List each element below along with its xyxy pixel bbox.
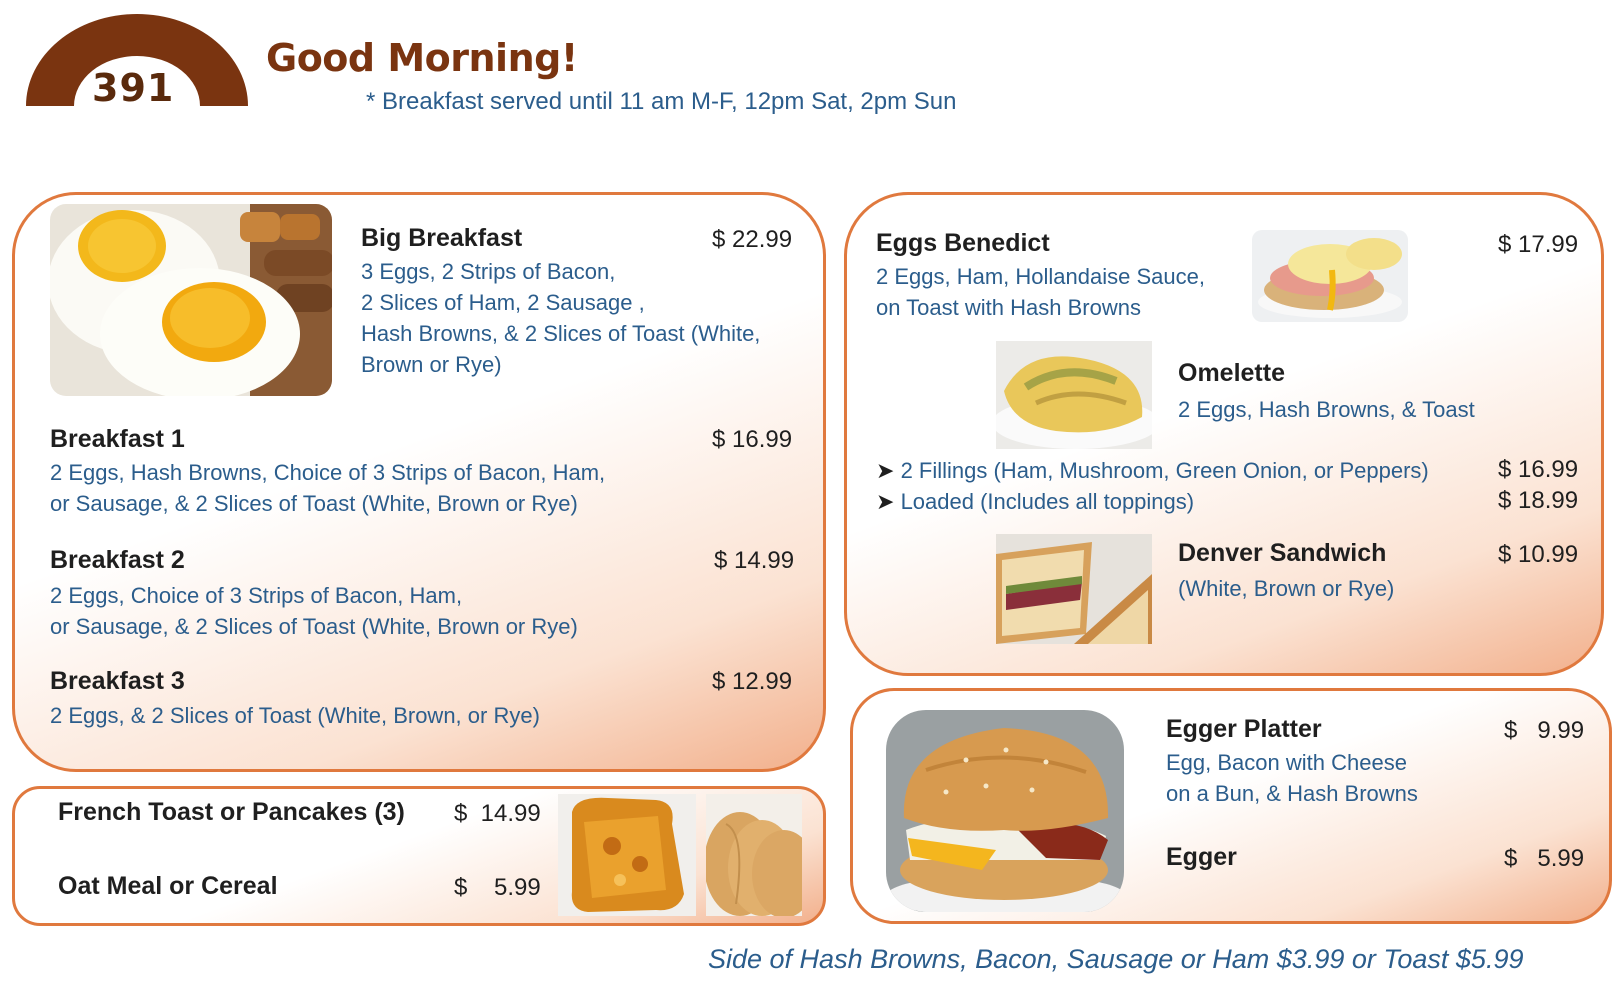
page-title: Good Morning! bbox=[266, 36, 578, 80]
description-line: 2 Eggs, Choice of 3 Strips of Bacon, Ham, bbox=[50, 583, 463, 608]
breakfast-1-description bbox=[50, 457, 605, 519]
logo-number: 391 bbox=[92, 66, 175, 110]
egger-name: Egger bbox=[1166, 843, 1237, 871]
pancakes-photo bbox=[706, 794, 802, 916]
omelette-option-row bbox=[876, 486, 1194, 517]
omelette-option-row bbox=[876, 455, 1429, 486]
oatmeal-cereal-name: Oat Meal or Cereal bbox=[58, 872, 278, 900]
denver-sandwich-name: Denver Sandwich bbox=[1178, 539, 1387, 567]
french-toast-pancakes-name: French Toast or Pancakes (3) bbox=[58, 798, 405, 826]
french-toast-pancakes-price: $ 14.99 bbox=[454, 800, 541, 827]
description-line: Hash Browns, & 2 Slices of Toast (White, bbox=[361, 321, 761, 346]
breakfast-2-description bbox=[50, 580, 578, 642]
eggs-benedict-price: $ 17.99 bbox=[1498, 231, 1579, 258]
egger-price: $ 5.99 bbox=[1504, 845, 1585, 872]
omelette-name: Omelette bbox=[1178, 359, 1285, 387]
description-line: 3 Eggs, 2 Strips of Bacon, bbox=[361, 259, 616, 284]
egger-platter-name: Egger Platter bbox=[1166, 715, 1322, 743]
omelette-option-label: Loaded (Includes all toppings) bbox=[900, 489, 1195, 514]
description-line: on Toast with Hash Browns bbox=[876, 295, 1141, 320]
egger-platter-description bbox=[1166, 747, 1418, 809]
omelette-description: 2 Eggs, Hash Browns, & Toast bbox=[1178, 397, 1475, 422]
eggs-benedict-photo bbox=[1252, 230, 1408, 322]
breakfast-3-name: Breakfast 3 bbox=[50, 667, 185, 695]
denver-sandwich-description: (White, Brown or Rye) bbox=[1178, 576, 1395, 601]
description-line: 2 Eggs, Ham, Hollandaise Sauce, bbox=[876, 264, 1205, 289]
description-line: on a Bun, & Hash Browns bbox=[1166, 781, 1418, 806]
egger-sandwich-photo bbox=[886, 710, 1124, 912]
description-line: Egg, Bacon with Cheese bbox=[1166, 750, 1407, 775]
description-line: or Sausage, & 2 Slices of Toast (White, Brown or Rye) bbox=[50, 614, 578, 639]
big-breakfast-price: $ 22.99 bbox=[712, 226, 793, 253]
breakfast-3-price: $ 12.99 bbox=[712, 668, 793, 695]
big-breakfast-name: Big Breakfast bbox=[361, 224, 523, 252]
description-line: 2 Eggs, Hash Browns, Choice of 3 Strips of Bacon, Ham, bbox=[50, 460, 606, 485]
arrow-bullet-icon: ➤ bbox=[876, 489, 895, 514]
breakfast-3-description bbox=[50, 700, 540, 731]
omelette-photo bbox=[996, 341, 1152, 449]
big-breakfast-photo bbox=[50, 204, 332, 396]
denver-sandwich-photo bbox=[996, 534, 1152, 644]
sides-note: Side of Hash Browns, Bacon, Sausage or Ham $3.99 or Toast $5.99 bbox=[708, 944, 1524, 974]
breakfast-1-price: $ 16.99 bbox=[712, 426, 793, 453]
big-breakfast-description bbox=[361, 256, 760, 380]
french-toast-photo bbox=[558, 794, 696, 916]
description-line: 2 Eggs, & 2 Slices of Toast (White, Brown, or Rye) bbox=[50, 703, 540, 728]
breakfast-1-name: Breakfast 1 bbox=[50, 425, 185, 453]
description-line: or Sausage, & 2 Slices of Toast (White, Brown or Rye) bbox=[50, 491, 578, 516]
breakfast-2-price: $ 14.99 bbox=[714, 547, 795, 574]
breakfast-hours-note: * Breakfast served until 11 am M-F, 12pm Sat, 2pm Sun bbox=[366, 88, 957, 115]
eggs-benedict-description bbox=[876, 261, 1205, 323]
egger-platter-price: $ 9.99 bbox=[1504, 717, 1585, 744]
eggs-benedict-name: Eggs Benedict bbox=[876, 229, 1050, 257]
denver-sandwich-price: $ 10.99 bbox=[1498, 541, 1579, 568]
omelette-option-price: $ 18.99 bbox=[1498, 487, 1579, 514]
omelette-option-label: 2 Fillings (Ham, Mushroom, Green Onion, or Peppers) bbox=[900, 458, 1429, 483]
breakfast-2-name: Breakfast 2 bbox=[50, 546, 185, 574]
omelette-option-price: $ 16.99 bbox=[1498, 456, 1579, 483]
description-line: Brown or Rye) bbox=[361, 352, 502, 377]
oatmeal-cereal-price: $ 5.99 bbox=[454, 874, 541, 901]
description-line: 2 Slices of Ham, 2 Sausage , bbox=[361, 290, 645, 315]
arrow-bullet-icon: ➤ bbox=[876, 458, 895, 483]
